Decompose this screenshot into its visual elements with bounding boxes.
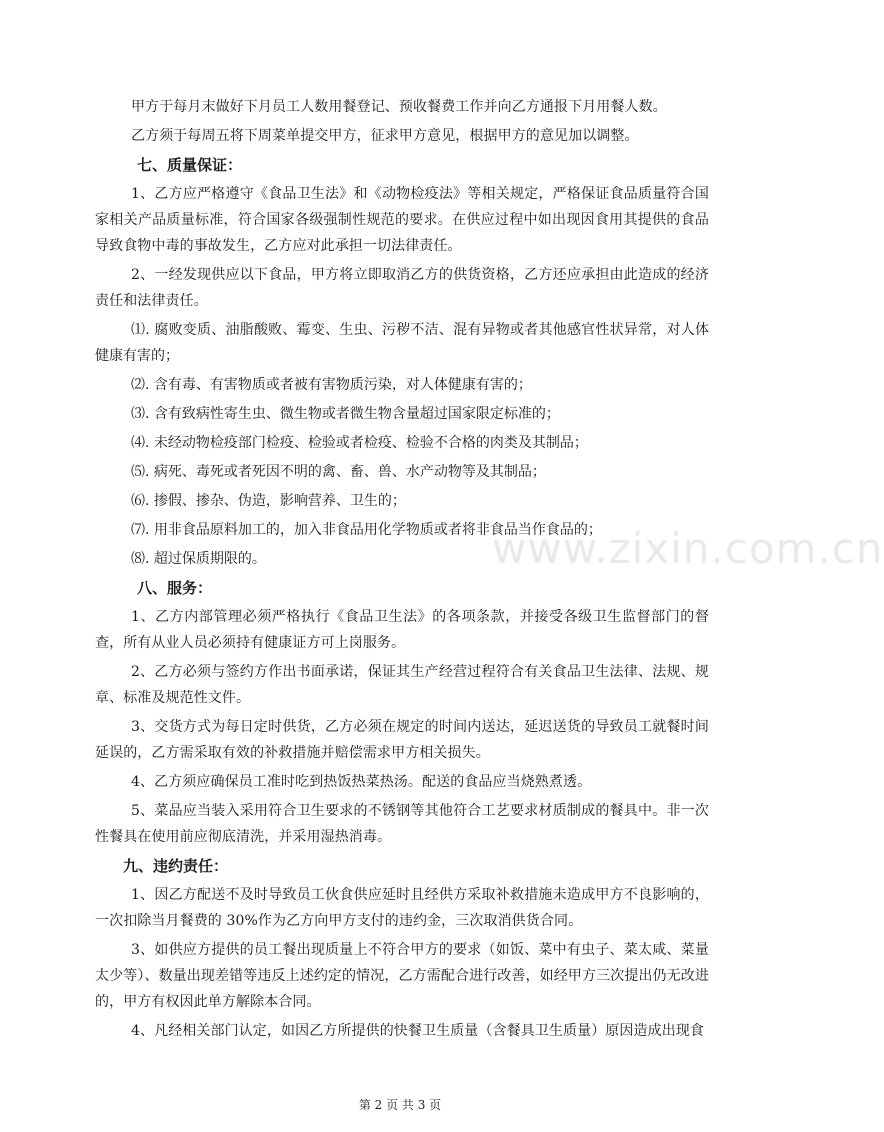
paragraph: 3、交货方式为每日定时供货，乙方必须在规定的时间内送达，延迟送货的导致员工就餐时间延误的，乙方需采取有效的补救措施并赔偿需求甲方相关损失。 (95, 719, 709, 761)
paragraph: 5、菜品应当装入采用符合卫生要求的不锈钢等其他符合工艺要求材质制成的餐具中。非一次性餐具在使用前应彻底清洗，并采用湿热消毒。 (95, 803, 709, 845)
section-heading-quality: 七、质量保证： (137, 156, 243, 174)
watermark: www.zixin.com.cn (492, 524, 884, 573)
list-item: ⑸. 病死、毒死或者死因不明的禽、畜、兽、水产动物等及其制品； (131, 464, 546, 480)
section-heading-breach: 九、违约责任： (123, 857, 229, 875)
paragraph: 1、因乙方配送不及时导致员工伙食供应延时且经供方采取补救措施未造成甲方不良影响的，一次扣除当月餐费的 30%作为乙方向甲方支付的违约金，三次取消供货合同。 (95, 887, 709, 929)
paragraph: 1、乙方内部管理必须严格执行《食品卫生法》的各项条款，并接受各级卫生监督部门的督查，所有从业人员必须持有健康证方可上岗服务。 (95, 609, 709, 651)
list-item: ⑺. 用非食品原料加工的，加入非食品用化学物质或者将非食品当作食品的； (131, 522, 602, 538)
list-item: ⑹. 掺假、掺杂、伪造，影响营养、卫生的； (131, 493, 406, 509)
paragraph: 乙方须于每周五将下周菜单提交甲方，征求甲方意见，根据甲方的意见加以调整。 (131, 128, 639, 144)
list-item: ⑵. 含有毒、有害物质或者被有害物质污染，对人体健康有害的； (131, 377, 532, 393)
list-item: ⑷. 未经动物检疫部门检疫、检验或者检疫、检验不合格的肉类及其制品； (131, 435, 588, 451)
paragraph: 3、如供应方提供的员工餐出现质量上不符合甲方的要求（如饭、菜中有虫子、菜太咸、菜量太少等）、数量出现差错等违反上述约定的情况，乙方需配合进行改善，如经甲方三次提出仍无改进的，甲方有权因此单方解除本合同。 (95, 942, 709, 1010)
paragraph: 甲方于每月末做好下月员工人数用餐登记、预收餐费工作并向乙方通报下月用餐人数。 (131, 99, 667, 115)
paragraph: 1、乙方应严格遵守《食品卫生法》和《动物检疫法》等相关规定，严格保证食品质量符合国家相关产品质量标准，符合国家各级强制性规范的要求。在供应过程中如出现因食用其提供的食品导致食物中毒的事故发生，乙方应对此承担一切法律责任。 (95, 186, 709, 254)
section-heading-service: 八、服务： (137, 579, 213, 597)
list-item: ⑶. 含有致病性寄生虫、微生物或者微生物含量超过国家限定标准的； (131, 406, 560, 422)
list-item: ⑴. 腐败变质、油脂酸败、霉变、生虫、污秽不洁、混有异物或者其他感官性状异常，对人体健康有害的； (95, 322, 709, 364)
list-item: ⑻. 超过保质期限的。 (131, 551, 266, 567)
paragraph: 4、凡经相关部门认定，如因乙方所提供的快餐卫生质量（含餐具卫生质量）原因造成出现食 (131, 1023, 705, 1039)
paragraph: 4、乙方须应确保员工准时吃到热饭热菜热汤。配送的食品应当烧熟煮透。 (131, 774, 592, 790)
paragraph: 2、乙方必须与签约方作出书面承诺，保证其生产经营过程符合有关食品卫生法律、法规、规章、标准及规范性文件。 (95, 664, 709, 706)
page-footer: 第 2 页 共 3 页 (358, 1098, 442, 1112)
paragraph: 2、一经发现供应以下食品，甲方将立即取消乙方的供货资格，乙方还应承担由此造成的经济责任和法律责任。 (95, 267, 709, 309)
